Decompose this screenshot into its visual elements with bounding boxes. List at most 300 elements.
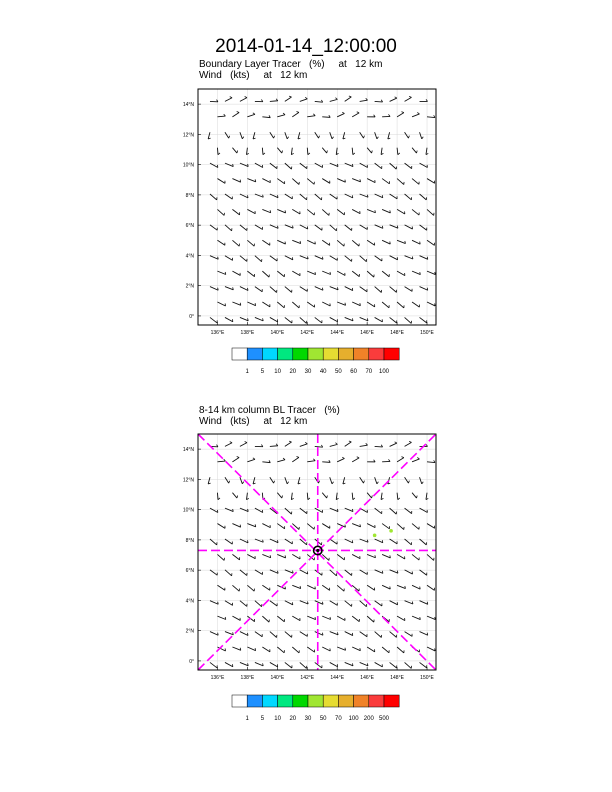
wind-barb-shaft xyxy=(330,570,337,576)
wind-barb-shaft xyxy=(285,317,292,323)
wind-barb-shaft xyxy=(367,302,375,307)
colorbar xyxy=(232,348,399,375)
wind-barb-shaft xyxy=(420,601,428,605)
wind-barb-shaft xyxy=(427,209,434,215)
y-tick-label: 14°N xyxy=(182,447,194,454)
wind-barb-flag xyxy=(274,136,275,138)
wind-barb-shaft xyxy=(375,101,383,102)
wind-barb-flag xyxy=(372,151,373,154)
wind-barb-shaft xyxy=(345,539,353,543)
wind-barb-shaft xyxy=(412,493,416,498)
wind-barb-shaft xyxy=(217,524,225,529)
y-tick-label: 10°N xyxy=(182,507,194,514)
wind-barb-shaft xyxy=(225,601,233,606)
wind-barb-shaft xyxy=(277,115,285,117)
wind-barb-shaft xyxy=(367,271,374,277)
wind-barb-shaft xyxy=(352,240,359,246)
wind-barb-shaft xyxy=(210,225,217,230)
wind-barb-flag xyxy=(237,495,238,498)
wind-barb-shaft xyxy=(232,148,237,153)
wind-barb-shaft xyxy=(322,302,330,306)
panel-column-bl-tracer xyxy=(183,405,436,722)
wind-barb-shaft xyxy=(240,98,247,102)
wind-barb-shaft xyxy=(217,493,218,500)
wind-barb-shaft xyxy=(300,662,307,668)
wind-barb-shaft xyxy=(240,539,248,543)
wind-barb-shaft xyxy=(375,317,383,321)
wind-barb-flag xyxy=(319,136,320,138)
x-tick-label: 148°E xyxy=(390,330,404,336)
wind-barb-shaft xyxy=(315,317,322,322)
wind-barb-shaft xyxy=(352,493,353,500)
wind-barb-shaft xyxy=(367,647,375,652)
wind-barb-shaft xyxy=(285,287,292,293)
wind-barb-shaft xyxy=(315,632,323,636)
x-tick-label: 136°E xyxy=(210,330,225,336)
wind-barb-shaft xyxy=(405,508,412,514)
wind-barb-shaft xyxy=(397,179,404,185)
wind-barb-shaft xyxy=(270,287,277,293)
wind-barb-flag xyxy=(319,481,320,483)
colorbar-label: 20 xyxy=(289,716,297,722)
wind-barb-flag xyxy=(345,180,346,183)
wind-barb-flag xyxy=(230,442,232,443)
wind-barb-shaft xyxy=(292,585,300,588)
wind-barb-shaft xyxy=(337,271,345,275)
wind-barb-flag xyxy=(237,457,239,458)
wind-barb-shaft xyxy=(322,647,330,651)
wind-barb-shaft xyxy=(420,317,427,322)
wind-barb-shaft xyxy=(315,446,323,447)
wind-barb-shaft xyxy=(405,317,412,323)
wind-barb-shaft xyxy=(255,632,262,637)
wind-barb-flag xyxy=(230,97,232,98)
y-tick-label: 4°N xyxy=(185,598,194,605)
wind-barb-shaft xyxy=(367,524,375,528)
wind-barb-shaft xyxy=(292,209,300,214)
wind-barb-shaft xyxy=(427,240,434,245)
wind-barb-shaft xyxy=(315,163,323,167)
wind-barb-shaft xyxy=(247,209,255,213)
wind-barb-shaft xyxy=(262,585,269,590)
wind-barb-shaft xyxy=(300,99,308,102)
wind-barb-shaft xyxy=(405,225,413,229)
wind-barb-flag xyxy=(296,111,298,112)
wind-barb-shaft xyxy=(375,287,382,293)
wind-barb-flag xyxy=(282,151,283,154)
wind-barb-shaft xyxy=(420,632,428,636)
colorbar-swatch xyxy=(247,348,262,360)
wind-barb-shaft xyxy=(300,256,308,259)
colorbar-swatch xyxy=(262,695,277,707)
wind-barb-shaft xyxy=(405,287,413,292)
x-tick-label: 150°E xyxy=(420,330,434,336)
wind-barb-shaft xyxy=(232,179,240,183)
wind-barb-shaft xyxy=(217,271,225,274)
wind-barb-flag xyxy=(364,481,365,483)
wind-barb-flag xyxy=(245,442,247,443)
x-tick-label: 148°E xyxy=(390,675,404,681)
wind-barb-shaft xyxy=(277,460,285,462)
wind-barb-shaft xyxy=(232,647,240,650)
wind-barb-shaft xyxy=(405,477,409,483)
wind-barb-flag xyxy=(253,458,255,460)
wind-barb-shaft xyxy=(307,302,314,307)
wind-barb-shaft xyxy=(277,271,284,277)
wind-barb-flag xyxy=(245,97,247,98)
wind-barb-shaft xyxy=(247,240,254,246)
colorbar-label: 70 xyxy=(365,369,373,375)
wind-barb-shaft xyxy=(270,101,278,102)
wind-barb-shaft xyxy=(232,554,239,559)
wind-barb-shaft xyxy=(255,662,263,665)
wind-barb-shaft xyxy=(285,132,287,139)
wind-barb-shaft xyxy=(345,632,353,636)
wind-barb-shaft xyxy=(427,616,435,619)
wind-barb-shaft xyxy=(330,132,332,139)
wind-barb-shaft xyxy=(420,477,422,484)
wind-barb-shaft xyxy=(360,601,367,607)
panel-boundary-layer-tracer xyxy=(183,59,436,375)
wind-barb-shaft xyxy=(360,287,367,292)
wind-barb-shaft xyxy=(277,554,285,557)
wind-barb-shaft xyxy=(285,477,287,484)
colorbar-label: 100 xyxy=(378,369,390,375)
wind-barb-flag xyxy=(401,112,403,113)
wind-barb-shaft xyxy=(367,493,372,498)
wind-barb-flag xyxy=(218,288,219,291)
wind-barb-shaft xyxy=(240,194,248,198)
wind-barb-shaft xyxy=(225,287,233,290)
wind-barb-shaft xyxy=(322,240,329,245)
wind-barb-shaft xyxy=(291,148,292,155)
wind-barb-shaft xyxy=(322,462,330,463)
wind-barb-shaft xyxy=(360,225,368,230)
wind-barb-shaft xyxy=(412,240,420,244)
wind-barb-shaft xyxy=(262,179,270,183)
wind-barb-shaft xyxy=(315,132,319,138)
wind-barb-shaft xyxy=(247,554,255,558)
y-tick-label: 8°N xyxy=(185,537,194,544)
wind-barb-shaft xyxy=(382,554,390,557)
wind-barb-shaft xyxy=(217,209,224,215)
x-tick-label: 146°E xyxy=(360,675,374,681)
y-tick-label: 12°N xyxy=(182,477,194,484)
wind-barb-shaft xyxy=(375,477,377,484)
wind-barb-flag xyxy=(377,137,378,139)
colorbar-label: 10 xyxy=(274,716,281,722)
colorbar-label: 20 xyxy=(289,369,297,375)
colorbar-label: 10 xyxy=(274,369,281,375)
y-tick-label: 6°N xyxy=(185,568,194,575)
wind-barb-shaft xyxy=(330,477,332,484)
wind-barb-shaft xyxy=(240,570,247,576)
wind-barb-flag xyxy=(242,137,243,139)
wind-barb-shaft xyxy=(262,462,270,463)
wind-barb-shaft xyxy=(292,302,299,308)
wind-barb-flag xyxy=(240,525,241,528)
wind-barb-shaft xyxy=(217,302,225,306)
wind-barb-shaft xyxy=(381,148,382,155)
wind-barb-shaft xyxy=(330,99,338,101)
wind-barb-flag xyxy=(360,303,361,306)
wind-barb-shaft xyxy=(345,194,353,198)
wind-barb-shaft xyxy=(427,462,435,463)
wind-barb-shaft xyxy=(285,508,292,514)
wind-barb-flag xyxy=(237,150,238,153)
wind-barb-flag xyxy=(229,481,230,483)
wind-barb-shaft xyxy=(345,225,352,231)
wind-barb-shaft xyxy=(232,302,240,305)
wind-barb-shaft xyxy=(322,117,330,118)
colorbar-label: 500 xyxy=(378,716,390,722)
wind-barb-flag xyxy=(349,96,351,97)
wind-barb-shaft xyxy=(375,132,377,139)
colorbar-label: 50 xyxy=(335,369,342,375)
wind-barb-shaft xyxy=(360,539,368,542)
wind-barb-shaft xyxy=(307,209,314,215)
wind-barb-shaft xyxy=(352,647,360,651)
wind-barb-flag xyxy=(285,587,286,590)
wind-barb-flag xyxy=(322,633,323,636)
wind-barb-shaft xyxy=(210,601,218,605)
wind-barb-shaft xyxy=(217,585,224,590)
wind-barb-shaft xyxy=(375,508,382,514)
wind-barb-flag xyxy=(253,113,255,115)
wind-barb-shaft xyxy=(322,524,330,529)
wind-barb-shaft xyxy=(210,570,217,575)
wind-barb-flag xyxy=(255,648,256,651)
wind-barb-shaft xyxy=(300,508,307,514)
colorbar-swatch xyxy=(232,695,247,707)
wind-barb-shaft xyxy=(390,256,398,260)
x-tick-label: 146°E xyxy=(360,330,374,336)
wind-barb-shaft xyxy=(352,458,359,462)
wind-barb-flag xyxy=(349,441,351,442)
wind-barb-shaft xyxy=(210,662,217,668)
wind-barb-shaft xyxy=(337,209,344,214)
wind-barb-shaft xyxy=(375,446,383,447)
colorbar-swatch xyxy=(384,348,399,360)
colorbar-swatch xyxy=(308,348,323,360)
wind-barb-shaft xyxy=(405,97,412,101)
x-tick-label: 144°E xyxy=(330,675,345,681)
storm-center-dot xyxy=(316,549,319,552)
wind-barb-flag xyxy=(237,112,239,113)
colorbar-label: 1 xyxy=(245,716,249,722)
wind-barb-shaft xyxy=(345,256,352,262)
wind-barb-flag xyxy=(322,288,323,291)
colorbar-swatch xyxy=(369,695,384,707)
wind-barb-flag xyxy=(357,457,359,458)
wind-barb-shaft xyxy=(397,554,405,559)
wind-barb-shaft xyxy=(397,240,405,243)
wind-barb-shaft xyxy=(352,148,353,155)
wind-barb-shaft xyxy=(232,209,239,214)
wind-barb-shaft xyxy=(352,616,359,621)
wind-barb-shaft xyxy=(225,477,229,483)
wind-barb-shaft xyxy=(405,132,409,138)
wind-barb-shaft xyxy=(390,508,397,514)
y-tick-label: 4°N xyxy=(185,253,194,260)
wind-barb-shaft xyxy=(315,256,323,260)
wind-barb-shaft xyxy=(337,554,344,559)
colorbar-swatch xyxy=(323,695,338,707)
wind-barb-shaft xyxy=(390,443,397,446)
wind-barb-shaft xyxy=(367,179,375,183)
colorbar-swatch xyxy=(354,695,369,707)
wind-barb-shaft xyxy=(360,194,368,197)
wind-barb-shaft xyxy=(217,461,225,462)
y-tick-label: 12°N xyxy=(182,132,194,139)
wind-barb-shaft xyxy=(405,632,413,637)
wind-barb-shaft xyxy=(390,662,397,668)
wind-barb-shaft xyxy=(292,616,300,620)
y-tick-label: 10°N xyxy=(182,162,194,169)
wind-barb-flag xyxy=(327,496,328,499)
wind-barb-shaft xyxy=(405,163,412,169)
colorbar-label: 40 xyxy=(319,369,327,375)
wind-barb-flag xyxy=(322,257,323,260)
colorbar-label: 200 xyxy=(363,716,374,722)
wind-barb-shaft xyxy=(427,554,434,560)
wind-barb-flag xyxy=(282,496,283,499)
wind-barb-shaft xyxy=(262,524,270,528)
wind-barb-shaft xyxy=(420,662,427,667)
valid-time-title: 2014-01-14_12:00:00 xyxy=(215,36,397,57)
wind-barb-shaft xyxy=(262,271,269,277)
wind-barb-shaft xyxy=(262,209,270,212)
wind-barb-shaft xyxy=(240,662,248,665)
wind-barb-shaft xyxy=(232,271,240,275)
wind-barb-shaft xyxy=(397,302,404,308)
wind-barb-shaft xyxy=(225,662,233,666)
wind-barb-shaft xyxy=(292,112,299,116)
x-tick-label: 150°E xyxy=(420,675,434,681)
wind-barb-shaft xyxy=(412,148,416,153)
wind-barb-shaft xyxy=(217,554,224,560)
wind-barb-shaft xyxy=(412,271,420,274)
wind-barb-shaft xyxy=(345,570,352,576)
wind-barb-shaft xyxy=(345,97,352,101)
wind-barb-shaft xyxy=(390,317,397,323)
wind-barb-flag xyxy=(417,113,419,114)
wind-barb-flag xyxy=(289,441,291,442)
wind-barb-shaft xyxy=(315,101,323,102)
wind-barb-shaft xyxy=(270,477,274,483)
wind-barb-shaft xyxy=(420,225,427,230)
wind-barb-flag xyxy=(409,441,411,442)
wind-barb-shaft xyxy=(240,632,248,636)
panel2-title-line1: 8-14 km column BL Tracer (%) xyxy=(199,405,340,416)
wind-barb-shaft xyxy=(225,225,232,231)
wind-barb-shaft xyxy=(412,302,419,307)
wind-barb-shaft xyxy=(330,601,338,606)
wind-barb-flag xyxy=(229,136,230,138)
wind-barb-shaft xyxy=(381,493,382,500)
wind-barb-shaft xyxy=(360,445,368,446)
panel2-title-line2: Wind (kts) at 12 km xyxy=(199,416,308,427)
wind-barb-flag xyxy=(278,195,279,198)
wind-barb-shaft xyxy=(240,477,242,484)
wind-barb-shaft xyxy=(285,163,292,169)
wind-barb-shaft xyxy=(307,616,315,619)
wind-barb-flag xyxy=(427,257,428,260)
wind-barb-shaft xyxy=(277,302,284,308)
wind-barb-shaft xyxy=(405,662,412,668)
wind-barb-shaft xyxy=(240,256,247,262)
x-tick-label: 138°E xyxy=(240,675,255,681)
colorbar-label: 100 xyxy=(348,716,359,722)
wind-barb-shaft xyxy=(382,271,389,277)
wind-barb-shaft xyxy=(345,317,353,320)
wind-barb-shaft xyxy=(210,163,218,167)
wind-barb-shaft xyxy=(322,179,330,184)
wind-barb-shaft xyxy=(292,457,299,461)
wind-barb-shaft xyxy=(277,148,282,153)
wind-barb-shaft xyxy=(232,524,240,528)
wind-barb-shaft xyxy=(255,601,262,607)
colorbar-swatch xyxy=(278,348,293,360)
wind-barb-shaft xyxy=(337,458,344,461)
wind-barb-shaft xyxy=(397,524,404,530)
wind-barb-shaft xyxy=(337,113,344,116)
wind-barb-shaft xyxy=(375,662,383,666)
wind-barb-shaft xyxy=(255,508,263,512)
wind-barb-shaft xyxy=(210,317,217,323)
wind-barb-shaft xyxy=(292,271,300,275)
x-tick-label: 140°E xyxy=(270,675,285,681)
wind-barb-shaft xyxy=(270,132,274,138)
wind-barb-shaft xyxy=(285,442,292,446)
wind-barb-shaft xyxy=(337,647,345,650)
wind-barb-shaft xyxy=(300,225,308,229)
wind-barb-shaft xyxy=(360,100,368,101)
wind-barb-shaft xyxy=(397,458,404,462)
wind-barb-shaft xyxy=(315,508,323,512)
wind-barb-shaft xyxy=(217,179,225,184)
wind-barb-shaft xyxy=(360,256,367,262)
wind-barb-shaft xyxy=(232,112,239,116)
wind-barb-flag xyxy=(218,602,219,605)
wind-barb-shaft xyxy=(375,601,382,606)
wind-barb-shaft xyxy=(375,163,382,169)
wind-barb-flag xyxy=(377,482,378,484)
wind-barb-shaft xyxy=(247,647,255,651)
wind-barb-shaft xyxy=(337,616,345,620)
x-tick-label: 142°E xyxy=(300,330,315,336)
colorbar-swatch xyxy=(293,348,308,360)
wind-barb-shaft xyxy=(405,570,413,574)
wind-barb-shaft xyxy=(270,317,278,321)
wind-barb-shaft xyxy=(292,554,300,559)
wind-barb-shaft xyxy=(367,240,375,245)
colorbar-swatch xyxy=(338,695,353,707)
wind-barb-shaft xyxy=(270,446,278,447)
colorbar-swatch xyxy=(232,348,247,360)
wind-barb-shaft xyxy=(247,459,255,462)
y-tick-label: 8°N xyxy=(185,192,194,199)
wind-barb-shaft xyxy=(360,163,368,167)
wind-barb-flag xyxy=(278,571,279,574)
wind-barb-shaft xyxy=(277,240,285,244)
wind-barb-shaft xyxy=(322,493,327,498)
wind-barb-flag xyxy=(357,112,359,113)
wind-barb-shaft xyxy=(277,524,284,529)
wind-barb-shaft xyxy=(255,570,263,575)
wind-barb-shaft xyxy=(292,647,299,653)
wind-barb-shaft xyxy=(367,616,374,622)
